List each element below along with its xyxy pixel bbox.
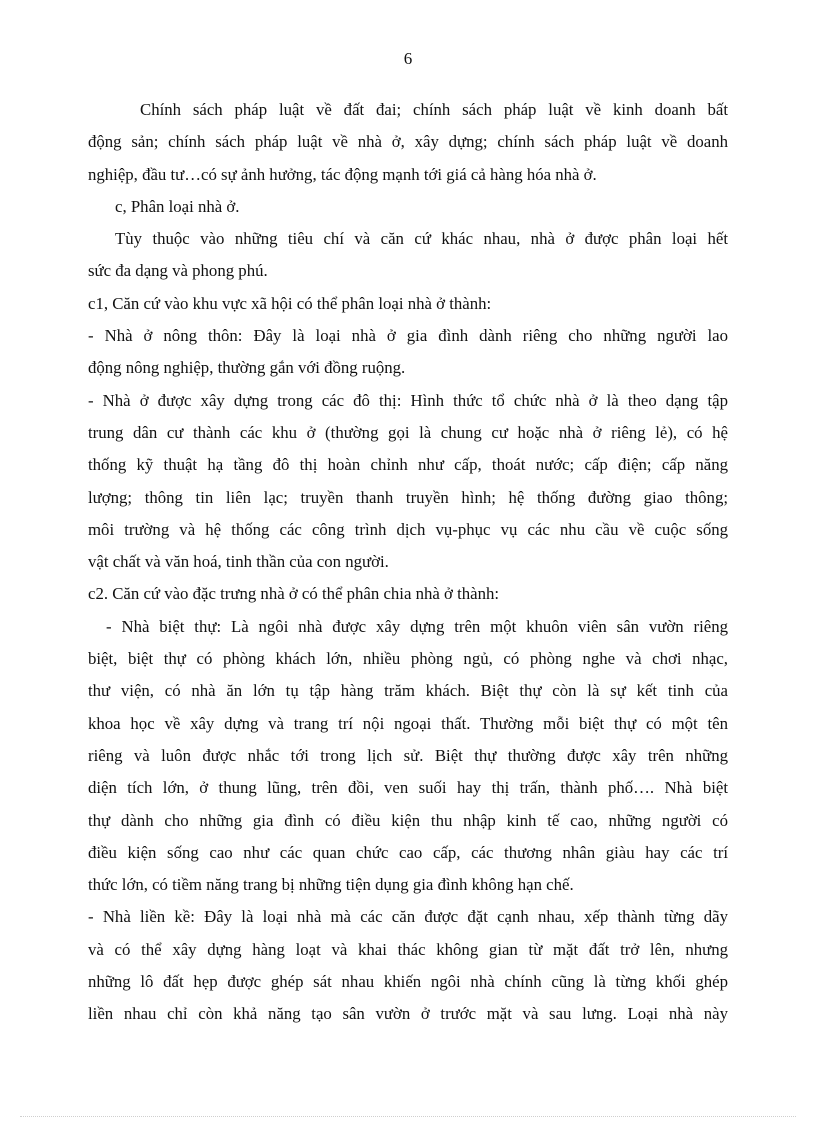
- document-body: [88, 94, 728, 1031]
- subheading-c1: [88, 288, 728, 320]
- text-line: môi trường và hệ thống các công trình dịch vụ-phục vụ các nhu cầu về cuộc sống: [88, 519, 728, 539]
- text-line: c1, Căn cứ vào khu vực xã hội có thể phân loại nhà ở thành:: [88, 293, 492, 313]
- text-line: - Nhà liền kề: Đây là loại nhà mà các căn được đặt cạnh nhau, xếp thành từng dãy: [88, 907, 728, 927]
- text-line: liền nhau chỉ còn khả năng tạo sân vườn ở trước mặt và sau lưng. Loại nhà này: [88, 1004, 728, 1024]
- section-heading-c: [88, 191, 728, 223]
- text-line: thự dành cho những gia đình có điều kiện thu nhập kinh tế cao, những người có: [88, 810, 728, 830]
- row-house-item: [88, 901, 728, 1030]
- text-line: Tùy thuộc vào những tiêu chí và căn cứ khác nhau, nhà ở được phân loại hết: [115, 229, 728, 249]
- text-line: và có thể xây dựng hàng loạt và khai thác không gian từ mặt đất trở lên, nhưng: [88, 939, 728, 959]
- text-line: trung dân cư thành các khu ở (thường gọi là chung cư hoặc nhà ở riêng lẻ), có hệ: [88, 422, 728, 442]
- text-line: thư viện, có nhà ăn lớn tụ tập hàng trăm khách. Biệt thự còn là sự kết tinh của: [88, 681, 728, 701]
- text-line: - Nhà ở nông thôn: Đây là loại nhà ở gia đình dành riêng cho những người lao: [88, 326, 728, 346]
- text-line: Chính sách pháp luật về đất đai; chính sách pháp luật về kinh doanh bất: [140, 100, 728, 119]
- text-line: sức đa dạng và phong phú.: [88, 261, 268, 281]
- text-line: c, Phân loại nhà ở.: [115, 196, 240, 216]
- subheading-c2: [88, 578, 728, 610]
- urban-housing-item: [88, 385, 728, 579]
- text-line: diện tích lớn, ở thung lũng, trên đồi, ven suối hay thị trấn, thành phố…. Nhà biệt: [88, 778, 728, 798]
- text-line: điều kiện sống cao như các quan chức cao cấp, các thương nhân giàu hay các trí: [88, 842, 728, 862]
- text-line: những lô đất hẹp được ghép sát nhau khiến ngôi nhà chính cũng là từng khối ghép: [88, 972, 728, 992]
- villa-item: [88, 611, 728, 902]
- text-line: - Nhà ở được xây dựng trong các đô thị: Hình thức tổ chức nhà ở là theo dạng tập: [88, 390, 728, 410]
- text-line: c2. Căn cứ vào đặc trưng nhà ở có thể phân chia nhà ở thành:: [88, 584, 500, 604]
- text-line: - Nhà biệt thự: Là ngôi nhà được xây dựng trên một khuôn viên sân vườn riêng: [106, 616, 728, 636]
- text-line: động sản; chính sách pháp luật về nhà ở, xây dựng; chính sách pháp luật về doanh: [88, 132, 728, 152]
- text-line: thức lớn, có tiềm năng trang bị những tiện dụng gia đình không hạn chế.: [88, 875, 574, 895]
- text-line: động nông nghiệp, thường gắn với đồng ruộng.: [88, 358, 406, 378]
- text-line: thống kỹ thuật hạ tầng đô thị hoàn chỉnh như cấp, thoát nước; cấp điện; cấp năng: [88, 455, 728, 475]
- page-number: 6: [403, 49, 413, 68]
- text-line: lượng; thông tin liên lạc; truyền thanh truyền hình; hệ thống đường giao thông;: [88, 487, 728, 507]
- text-line: khoa học về xây dựng và trang trí nội ngoại thất. Thường mỗi biệt thự có một tên: [88, 713, 728, 733]
- text-line: biệt, biệt thự có phòng khách lớn, nhiều phòng ngủ, có phòng nghe và chơi nhạc,: [88, 649, 728, 669]
- intro-paragraph: [88, 223, 728, 288]
- rural-housing-item: [88, 320, 728, 385]
- text-line: nghiệp, đầu tư…có sự ảnh hưởng, tác động mạnh tới giá cả hàng hóa nhà ở.: [88, 164, 597, 184]
- page-bottom-divider: [20, 1116, 796, 1117]
- policy-paragraph: [88, 94, 728, 191]
- text-line: vật chất và văn hoá, tinh thần của con người.: [88, 552, 389, 572]
- text-line: riêng và luôn được nhắc tới trong lịch sử. Biệt thự thường được xây trên những: [88, 745, 728, 765]
